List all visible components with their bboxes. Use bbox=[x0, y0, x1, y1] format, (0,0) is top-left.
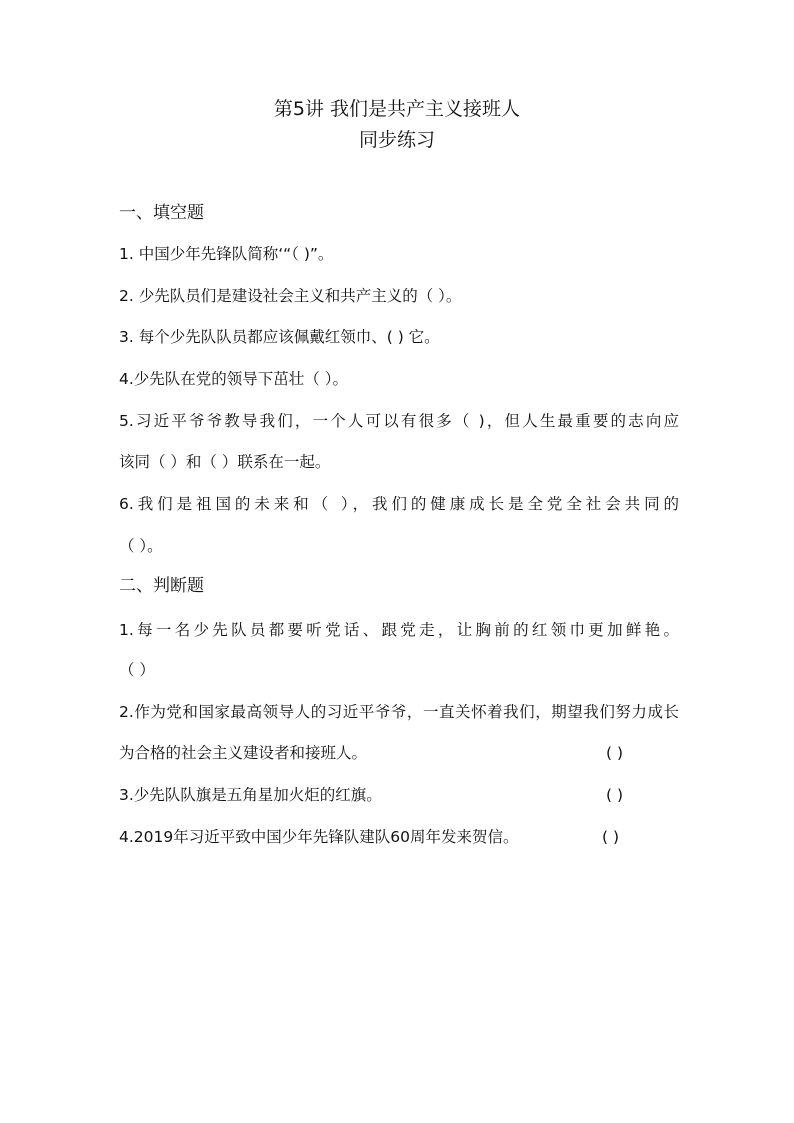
fill-in-question-5-line-1: 5.习近平爷爷教导我们，一个人可以有很多（ )，但人生最重要的志向应 bbox=[119, 412, 679, 430]
fill-in-question-1: 1. 中国少年先锋队简称‘“（ )”。 bbox=[119, 245, 334, 263]
true-false-question-2-line-2: 为合格的社会主义建设者和接班人。 bbox=[119, 744, 368, 762]
true-false-question-1-line-1: 1.每一名少先队员都要听党话、跟党走，让胸前的红领巾更加鲜艳。 bbox=[119, 621, 679, 639]
fill-in-question-2: 2. 少先队员们是建设社会主义和共产主义的（ ）。 bbox=[119, 287, 462, 305]
section-heading-fill-in: 一、填空题 bbox=[119, 203, 204, 223]
true-false-question-3-answer: ( ) bbox=[606, 786, 624, 804]
true-false-question-4: 4.2019年习近平致中国少年先锋队建队60周年发来贺信。 bbox=[119, 828, 519, 846]
fill-in-question-6-line-1: 6.我们是祖国的未来和（ ），我们的健康成长是全党全社会共同的 bbox=[119, 495, 679, 513]
section-heading-true-false: 二、判断题 bbox=[119, 576, 204, 596]
true-false-question-1-answer: （ ） bbox=[119, 661, 155, 679]
fill-in-question-6-line-2: （ ）。 bbox=[119, 537, 163, 555]
fill-in-question-4: 4.少先队在党的领导下茁壮（ ）。 bbox=[119, 370, 348, 388]
fill-in-question-3: 3. 每个少先队队员都应该佩戴红领巾、( ) 它。 bbox=[119, 328, 440, 346]
fill-in-question-5-line-2: 该同（ ）和（ ）联系在一起。 bbox=[119, 453, 331, 471]
true-false-question-2-answer: ( ) bbox=[606, 744, 624, 762]
page-subtitle: 同步练习 bbox=[358, 129, 435, 151]
true-false-question-2-line-1: 2.作为党和国家最高领导人的习近平爷爷，一直关怀着我们，期望我们努力成长 bbox=[119, 703, 679, 721]
true-false-question-3: 3.少先队队旗是五角星加火炬的红旗。 bbox=[119, 786, 382, 804]
page-title: 第5讲 我们是共产主义接班人 bbox=[273, 98, 521, 120]
true-false-question-4-answer: ( ) bbox=[602, 828, 620, 846]
